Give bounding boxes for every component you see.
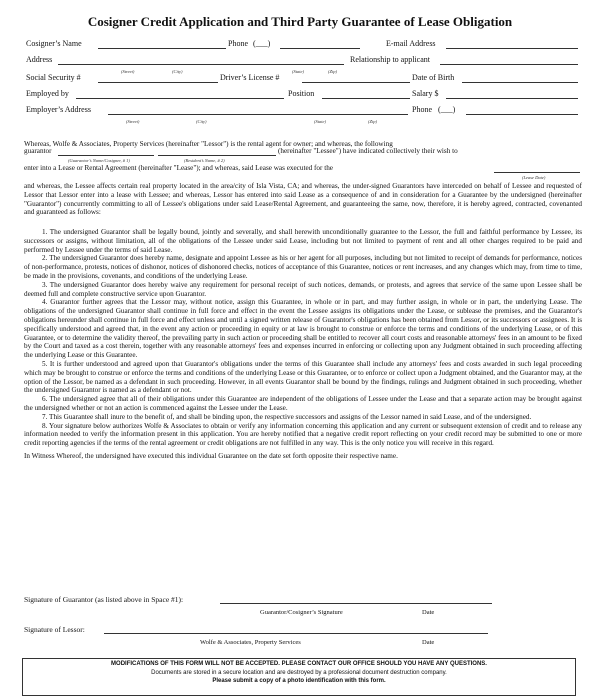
guarantor-signature-row xyxy=(24,592,584,616)
paragraph-2: 2. The undersigned Guarantor does hereby name, designate and appoint Lessee as his or her agent for all purposes, including but not limited to receipt of demands for performance, notices of non-performance, protests, notices of dishonor, notices of dishonored checks, notices of acceptance of this Guarantee, notices or rent increases, and any changes which may, from time to time, be made in the provisions, covenants, and conditions of the underlying Lease. xyxy=(24,254,582,280)
paragraphs xyxy=(24,228,582,461)
cosigner-name-label: Cosigner’s Name xyxy=(26,39,82,48)
relationship-field[interactable] xyxy=(440,64,578,65)
footer-line-2: Documents are stored in a secure location and are destroyed by a professional document destruction company. xyxy=(151,670,447,676)
sub-zip: (Zip) xyxy=(328,69,337,74)
row-name xyxy=(26,37,578,51)
employer-address-label: Employer’s Address xyxy=(26,105,91,114)
hereinafter-lessee-text: (hereinafter "Lessee") have indicated collectively their wish to xyxy=(278,147,458,155)
ssn-field[interactable] xyxy=(98,82,218,83)
intro-lease-line xyxy=(24,163,582,180)
phone-field[interactable] xyxy=(280,48,360,49)
row-address xyxy=(26,53,578,74)
position-field[interactable] xyxy=(322,98,410,99)
sub-street: (Street) xyxy=(121,69,135,74)
sub-lease-date: (Lease Date) xyxy=(522,175,546,180)
guarantor-date-label: Date xyxy=(422,609,435,616)
sub-city: (City) xyxy=(172,69,183,74)
footer-line-3: Please submit a copy of a photo identification with this form. xyxy=(212,678,386,684)
paragraph-8: 8. Your signature below authorizes Wolfe & Associates to obtain or verify any information concerning this application and any current or subsequent extension of credit and to release any information needed to verify the information present in this application. You are hereby notified that a negative credit report reflecting on your credit record may be submitted to one or more credit reporting agencies if the terms of the rental agreement or credit obligations are not fulfilled in any way. This is the only notice you will receive in this regard. xyxy=(24,421,582,448)
salary-field[interactable] xyxy=(446,98,578,99)
phone2-label: Phone xyxy=(412,105,432,114)
row-ids xyxy=(26,71,578,85)
address-field[interactable] xyxy=(58,64,344,65)
phone-label: Phone xyxy=(228,39,248,48)
guarantor-signature-field[interactable] xyxy=(220,603,492,604)
intro-guarantor-line xyxy=(24,146,582,163)
sub-cosigner: (Guarantor’s Name/Cosigner, # 1) xyxy=(68,158,130,163)
sub-zip-2: (Zip) xyxy=(368,119,377,124)
guarantor-signature-sub: Guarantor/Cosigner’s Signature xyxy=(260,609,343,616)
footer-notice xyxy=(22,658,576,696)
paragraph-6: 6. The undersigned agree that all of their obligations under this Guarantee are independent of the obligations of Lessee under the Lease and that a separate action may be brought against the undersigned whether or not an action is commenced against the Lessee under the Lease. xyxy=(24,395,582,412)
sub-street-2: (Street) xyxy=(126,119,140,124)
position-label: Position xyxy=(288,89,315,98)
dob-label: Date of Birth xyxy=(412,73,455,82)
intro-paragraph xyxy=(24,182,582,217)
sub-state-2: (State) xyxy=(314,119,326,124)
guarantor-word: guarantor xyxy=(24,147,52,155)
paragraph-5: 5. It is further understood and agreed upon that Guarantor's obligations under the terms of this Guarantee shall include any attorneys' fees and costs awarded in such legal proceeding which may be brought to construe or enforce the terms and conditions of the underlying Lease or this Guarantee, or to enforce or collect upon a Judgment obtained, and the Guarantor may, at the option of the Lessor, be named as a defendant in such proceeding. However, in all events Guarantor shall be bound by the findings, rulings and Judgment obtained in such proceeding, whether the undersigned Guarantor is named as a defendant or not. xyxy=(24,359,582,395)
row-employment xyxy=(26,87,578,101)
resident-name-field[interactable] xyxy=(158,155,276,156)
employed-by-label: Employed by xyxy=(26,89,69,98)
cosigner-name-field[interactable] xyxy=(98,48,226,49)
relationship-label: Relationship to applicant xyxy=(350,55,430,64)
paragraph-1: 1. The undersigned Guarantor shall be legally bound, jointly and severally, and shall herewith unconditionally guarantee to the Lessor, the full and faithful performance by Lessee, its successors or assigns, without limitation, all of the obligations of the Lessee under said Lease, including but not limited to payment of rent and all other charges required to be paid and performed by Lessee under the terms of said Lease. xyxy=(24,228,582,254)
salary-label: Salary $ xyxy=(412,89,439,98)
guarantor-signature-label: Signature of Guarantor (as listed above in Space #1): xyxy=(24,595,184,604)
sub-city-2: (City) xyxy=(196,119,207,124)
lessor-date-label: Date xyxy=(422,639,435,646)
paragraph-3: 3. The undersigned Guarantor does hereby waive any requirement for personal receipt of such notices, demands, or protests, and agrees that service of the same upon Lessee shall be deemed full and complete constructive service upon Guarantor. xyxy=(24,280,582,298)
lease-date-field[interactable] xyxy=(494,172,580,173)
paragraph-4: 4. Guarantor further agrees that the Lessor may, without notice, assign this Guarantee, in whole or in part, and may further assign, in whole or in part, the underlying Lease. The obligations of the undersigned Guarantor shall continue in full force and effect in the event the Lessee assigns its obligations under the Lease, or sublease the premises, and the Guarantor's obligations hereunder shall continue in full force and effect unless and until a signed written release of Guarantor's obligations has been obtained from Lessor, or its successors or assignees. It is specifically understood and agreed that, in the event any action or proceeding in equity or at law is brought to construe or enforce the terms and conditions of the underlying Lease, or of this Guarantee, or to determine the validity thereof, the prevailing party in such action or proceeding shall be entitled to recover all court costs and reasonable attorneys' fees in an amount to be fixed by the Court and taxed as a cost therein, together with any reasonable attorneys' fees and expenses incurred in enforcing or collecting upon any Judgment obtained in such proceeding affecting the underlying Lease or this Guarantee. xyxy=(24,298,582,360)
row-employer-address xyxy=(26,103,578,124)
phone2-area-code: (___) xyxy=(438,105,456,114)
drivers-license-field[interactable] xyxy=(302,82,410,83)
email-field[interactable] xyxy=(446,48,578,49)
sub-state: (State) xyxy=(292,69,304,74)
paragraph-7: 7. This Guarantee shall inure to the benefit of, and shall be binding upon, the respective successors and assigns of the Lessor named in said Lease, and of the undersigned. xyxy=(42,412,532,421)
intro-body: and whereas, the Lessee affects certain real property located in the area/city of Isla Vista, CA; and whereas, the under-signed Guarantors have interceded on behalf of Lessee and requested of Lessor that Lessor enter into a lease with Lessee; and whereas, Lessor has entered into said Lease as a consequence of and in consideration for a Guarantee by the undersigned (hereinafter "Guarantor") concurrently committing to all of Lessee's obligations under said Lease/Rental Agreement, and guaranteeing the same, now, therefore, it is hereby agreed, contracted, covenanted and guaranteed as follows: xyxy=(24,182,582,217)
lessor-signature-row xyxy=(24,622,584,646)
form-title: Cosigner Credit Application and Third Party Guarantee of Lease Obligation xyxy=(87,14,513,29)
drivers-license-label: Driver’s License # xyxy=(220,73,280,82)
lessor-signature-field[interactable] xyxy=(104,633,488,634)
intro-line-1: Whereas, Wolfe & Associates, Property Services (hereinafter "Lessor") is the rental agent for owner; and whereas, the following xyxy=(24,140,393,148)
lessor-signature-sub: Wolfe & Associates, Property Services xyxy=(200,639,301,646)
employer-address-field[interactable] xyxy=(108,114,408,115)
witness-statement: In Witness Whereof, the undersigned have executed this individual Guarantee on the date set forth opposite their respective name. xyxy=(24,451,398,460)
phone2-field[interactable] xyxy=(466,114,578,115)
email-label: E-mail Address xyxy=(386,39,436,48)
footer-line-1: MODIFICATIONS OF THIS FORM WILL NOT BE ACCEPTED. PLEASE CONTACT OUR OFFICE SHOULD YOU HAVE ANY QUESTIONS. xyxy=(111,661,487,667)
lessor-signature-label: Signature of Lessor: xyxy=(24,625,85,634)
lease-executed-text: enter into a Lease or Rental Agreement (hereinafter "Lease"); and whereas, said Lease was executed for the xyxy=(24,164,333,172)
phone-area-code: (___) xyxy=(253,39,271,48)
dob-field[interactable] xyxy=(462,82,578,83)
ssn-label: Social Security # xyxy=(26,73,81,82)
sub-resident: (Resident’s Name, # 2) xyxy=(184,158,225,163)
employed-by-field[interactable] xyxy=(76,98,284,99)
guarantor-name-field[interactable] xyxy=(58,155,154,156)
address-label: Address xyxy=(26,55,53,64)
